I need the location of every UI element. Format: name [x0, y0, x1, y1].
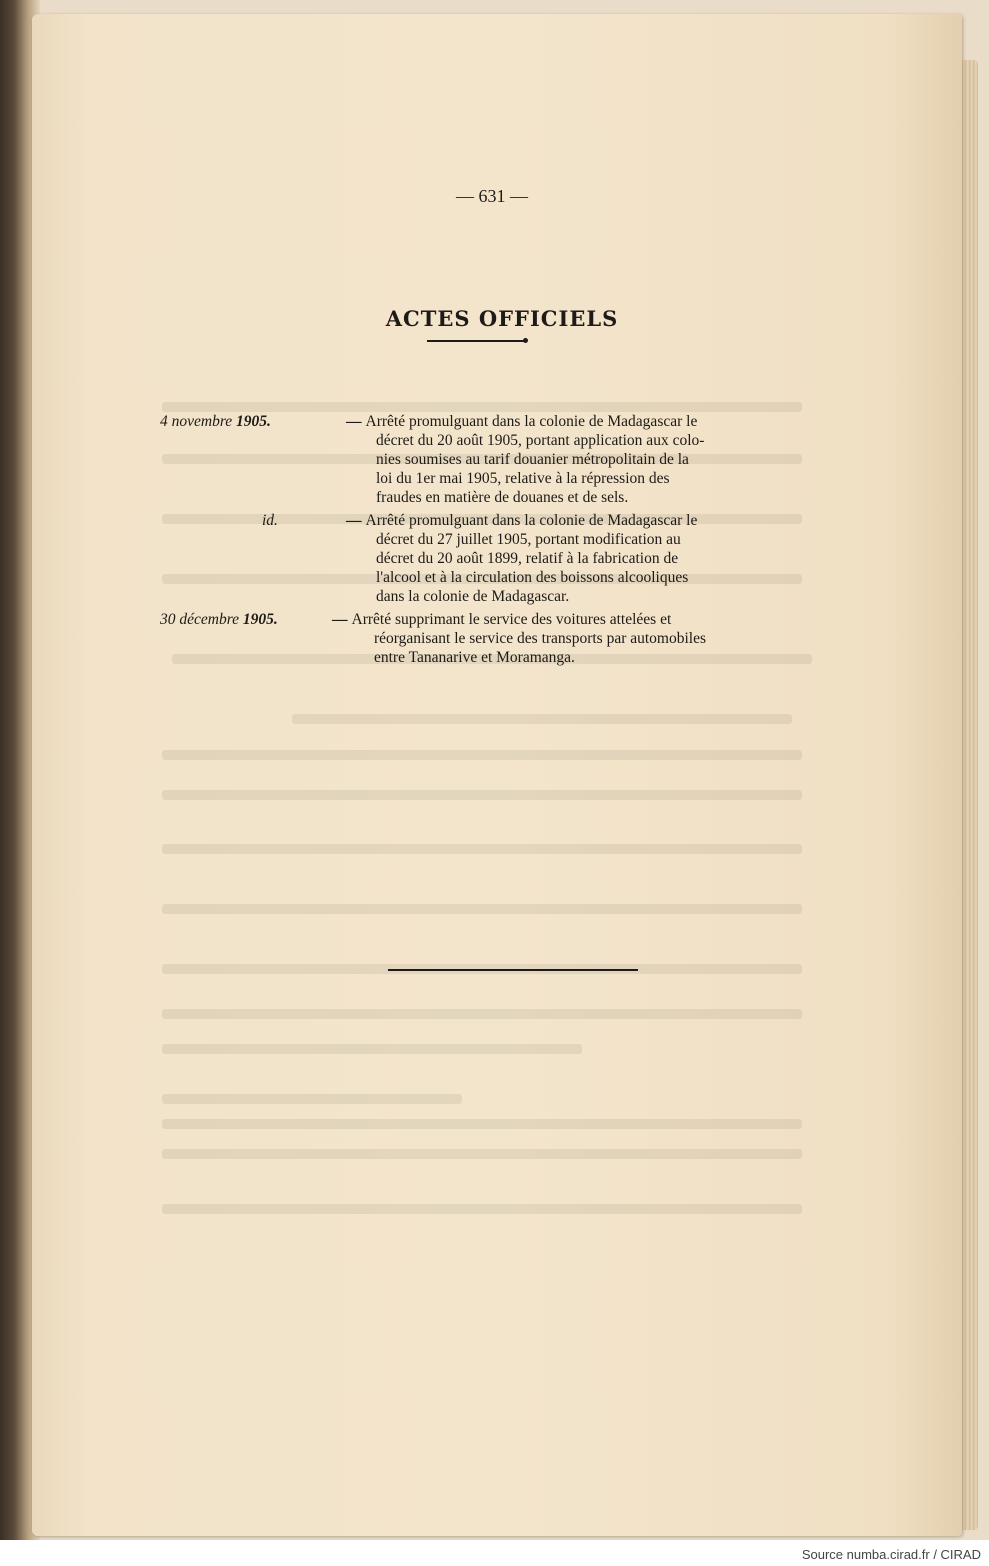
- act-entry: [160, 412, 836, 507]
- entry-date: 4 novembre 1905.: [160, 413, 271, 430]
- entry-text: — Arrêté promulguant dans la colonie de Madagascar le décret du 27 juillet 1905, portant modification au décret du 20 août 1899, relatif à la fabrication de l'alcool et à la circulation des boissons alcooliques dans la colonie de Madagascar.: [346, 512, 698, 605]
- show-through-text: [32, 14, 962, 1536]
- act-entry: [160, 610, 836, 667]
- page-number: — 631 —: [456, 186, 528, 206]
- closing-divider: [388, 969, 638, 971]
- entry-text: — Arrêté supprimant le service des voitures attelées et réorganisant le service des transports par automobiles entre Tananarive et Moramanga.: [332, 611, 707, 666]
- entry-date: 30 décembre 1905.: [160, 611, 278, 628]
- entry-text: — Arrêté promulguant dans la colonie de Madagascar le décret du 20 août 1905, portant application aux colo- nies soumises au tarif douanier métropolitain de la loi du 1er mai 1905, relative à la répression des fraudes en matière de douanes et de sels.: [346, 413, 705, 506]
- official-acts-list: [160, 412, 836, 671]
- title-divider: [427, 340, 525, 342]
- book-page: [32, 14, 962, 1536]
- page-title: ACTES OFFICIELS: [385, 306, 619, 331]
- entry-date-idem: id.: [262, 512, 278, 529]
- act-entry: [160, 511, 836, 606]
- source-credit: Source numba.cirad.fr / CIRAD: [801, 1547, 981, 1562]
